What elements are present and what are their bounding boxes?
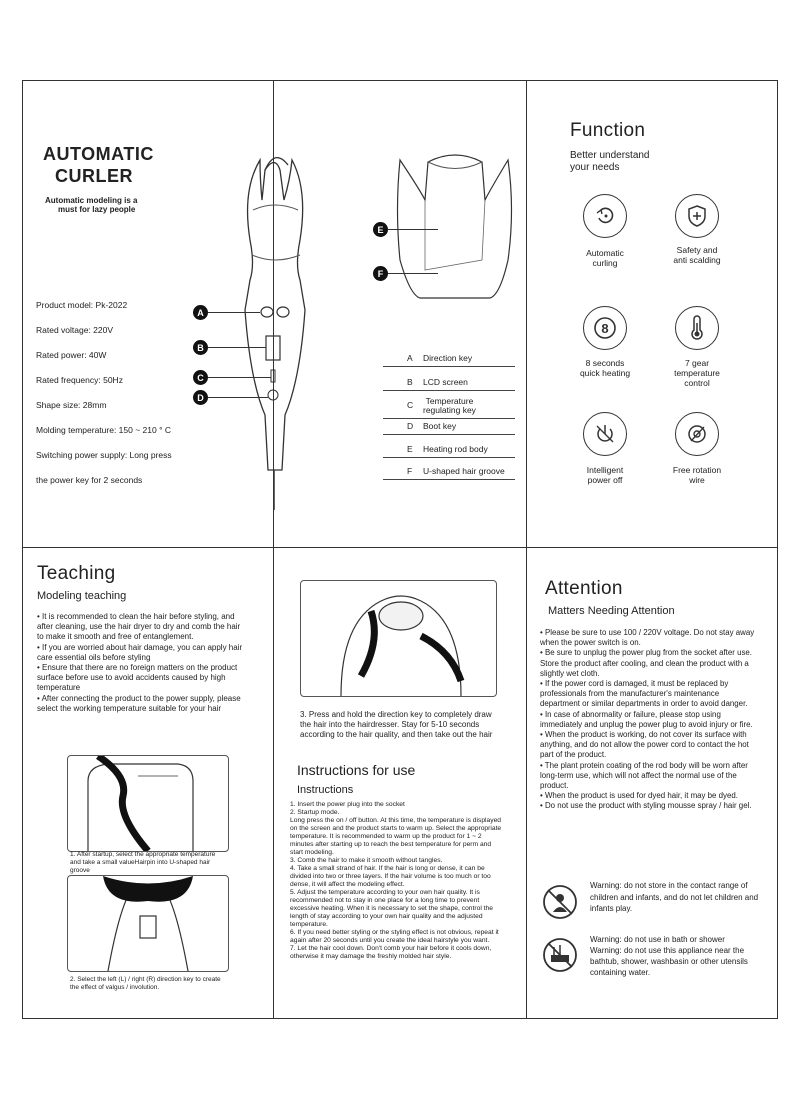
key-letter: F	[407, 466, 413, 476]
marker-f: F	[373, 266, 388, 281]
key-letter: C	[407, 400, 414, 410]
no-children-icon	[542, 884, 578, 925]
spec-rated-voltage: Rated voltage: 220V	[36, 325, 114, 335]
grid-top	[22, 80, 778, 81]
step1-image	[67, 755, 229, 852]
power-off-icon	[583, 412, 627, 456]
feature-label: Free rotation wire	[672, 465, 722, 485]
key-label: Heating rod body	[423, 444, 488, 454]
grid-col2	[526, 80, 527, 1019]
feature-label: 8 seconds quick heating	[579, 358, 631, 378]
curler-illustration	[220, 150, 330, 520]
marker-a: A	[193, 305, 208, 320]
key-label: U-shaped hair groove	[423, 466, 505, 476]
step3-image	[300, 580, 497, 697]
key-row-b	[383, 370, 515, 391]
feature-label: Safety and anti scalding	[673, 245, 721, 265]
key-row-d	[383, 414, 515, 435]
tagline-line1: Automatic modeling is a	[45, 196, 138, 205]
feature-label: Automatic curling	[586, 248, 624, 268]
thermometer-icon	[675, 306, 719, 350]
spec-product-model: Product model: Pk-2022	[36, 300, 128, 310]
step3-caption: 3. Press and hold the direction key to completely draw the hair into the hairdresser. Stay for 5-10 seconds according to the hair quality, and then take out the hair	[300, 710, 493, 739]
attention-sub: Matters Needing Attention	[548, 605, 675, 617]
leader-a	[208, 312, 260, 313]
key-label: Boot key	[423, 421, 457, 431]
attention-heading: Attention	[545, 578, 623, 599]
rotation-wire-icon	[675, 412, 719, 456]
attention-text: • Please be sure to use 100 / 220V voltage. Do not stay away when the power switch is on. • Be sure to unplug the power plug from the socket after use. Store the product after cooling, and clean the product with a slightly wet cloth. • If the power cord is damaged, it must be replaced by professionals from the manufacturer's maintenance department or similar departments in order to avoid danger. • In case of abnormality or failure, please stop using immediately and unplug the power plug to avoid injury or fire. • When the product is working, do not cover its surface with anything, and do not allow the power cord to contact the hot part of the product. • The plant protein coating of the rod body will be worn after long-term use, which will not affect the normal use of the product. • When the product is used for dyed hair, it may be dyed. • Do not use the product with styling mousse spray / hair gel.	[540, 628, 755, 811]
spec-rated-frequency: Rated frequency: 50Hz	[36, 375, 123, 385]
marker-e: E	[373, 222, 388, 237]
svg-text:8: 8	[601, 321, 609, 336]
eight-seconds-icon	[583, 306, 627, 350]
step2-image	[67, 875, 229, 972]
function-heading: Function	[570, 120, 646, 141]
marker-c: C	[193, 370, 208, 385]
teaching-heading: Teaching	[37, 563, 116, 584]
curler-head-illustration	[390, 150, 520, 310]
step1-caption: 1. After startup, select the appropriate temperature and take a small valueHairpin into U-shaped hair groove	[70, 851, 216, 874]
warning-children: Warning: do not store in the contact range of children and infants, and do not let children and infants play.	[590, 881, 759, 913]
function-sub-1: Better understand	[570, 150, 650, 161]
key-row-f	[383, 459, 515, 480]
key-letter: D	[407, 421, 414, 431]
shield-plus-icon	[675, 194, 719, 238]
marker-d: D	[193, 390, 208, 405]
instructions-text: 1. Insert the power plug into the socket 2. Startup mode. Long press the on / off button. At this time, the temperature is displayed on the screen and the product starts to warm up. Select the appropriate temperature. It is recommended to warm up the product for 1 ~ 2 minutes after starting up to reach the best temperature for perm and start modeling. 3. Comb the hair to make it smooth without tangles. 4. Take a small strand of hair. If the hair is long or dense, it can be divided into two or three layers. If the hair volume is too much or too dense, it will affect the modeling effect. 5. Adjust the temperature according to your own hair quality. It is recommended not to stay in one place for a long time to prevent excessive heating. When it is necessary to set the shape, control the length of stay according to your own hair quality and the adjusted temperature. 6. If you need better styling or the styling effect is not obvious, repeat it again after 20 seconds until you create the ideal hairstyle you want. 7. Let the hair cool down. Don't comb your hair before it cools down, otherwise it may damage the freshly molded hair style.	[290, 801, 502, 960]
key-label: LCD screen	[423, 377, 468, 387]
grid-right	[777, 80, 778, 1019]
product-title-line1: AUTOMATIC	[43, 144, 154, 164]
feature-label: Intelligent power off	[586, 465, 624, 485]
automatic-curling-icon	[583, 194, 627, 238]
key-letter: B	[407, 377, 413, 387]
grid-left	[22, 80, 23, 1019]
leader-b	[208, 347, 266, 348]
key-row-a	[383, 346, 515, 367]
leader-c	[208, 377, 271, 378]
key-row-e	[383, 437, 515, 458]
tagline-line2: must for lazy people	[58, 205, 136, 214]
leader-e	[388, 229, 438, 230]
warning-bath: Warning: do not use in bath or shower Warning: do not use this appliance near the bathtub, shower, washbasin or other utensils containing water.	[590, 935, 748, 977]
instructions-heading: Instructions for use	[297, 762, 416, 778]
step2-caption: 2. Select the left (L) / right (R) direction key to create the effect of valgus / involution.	[70, 976, 221, 991]
grid-bottom	[22, 1018, 778, 1019]
spec-shape-size: Shape size: 28mm	[36, 400, 107, 410]
grid-middle	[22, 547, 778, 548]
spec-switching-power-1: Switching power supply: Long press	[36, 450, 172, 460]
key-letter: A	[407, 353, 413, 363]
teaching-sub: Modeling teaching	[37, 590, 127, 602]
leader-f	[388, 273, 438, 274]
leader-d	[208, 397, 268, 398]
spec-switching-power-2: the power key for 2 seconds	[36, 475, 143, 485]
instructions-sub: Instructions	[297, 784, 354, 796]
no-bath-icon	[542, 937, 578, 978]
function-sub-2: your needs	[570, 162, 620, 173]
feature-label: 7 gear temperature control	[674, 358, 720, 388]
key-letter: E	[407, 444, 413, 454]
marker-b: B	[193, 340, 208, 355]
product-title-line2: CURLER	[55, 166, 133, 186]
key-label: Temperature regulating key	[423, 396, 476, 415]
spec-rated-power: Rated power: 40W	[36, 350, 107, 360]
spec-molding-temperature: Molding temperature: 150 ~ 210 ° C	[36, 425, 171, 435]
teaching-text: • It is recommended to clean the hair before styling, and after cleaning, use the hair dryer to dry and comb the hair to make it smooth and free of entanglement. • If you are worried about hair damage, you can apply hair care essential oils before styling • Ensure that there are no foreign matters on the product surface before use to avoid accidents caused by high temperature • After connecting the product to the power supply, please select the working temperature suitable for your hair	[37, 612, 243, 713]
key-label: Direction key	[423, 353, 473, 363]
